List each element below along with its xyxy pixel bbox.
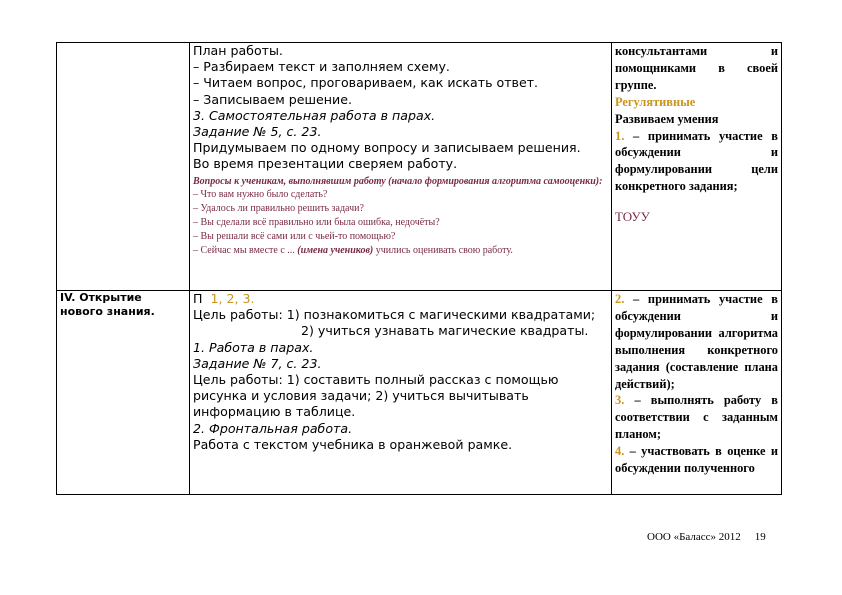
questions-heading: Вопросы к ученикам, выполнявшим работу (начало формирования алгоритма самооценки):: [193, 175, 603, 187]
page-footer: [647, 531, 766, 543]
task-reference: Задание № 5, с. 23.: [193, 124, 322, 140]
goal-text: 2) учиться узнавать магические квадраты.: [301, 323, 589, 339]
task-reference: Задание № 7, с. 23.: [193, 355, 322, 371]
question-suffix: учились оценивать свою работу.: [375, 244, 513, 256]
p-numbers: 1, 2, 3.: [210, 291, 255, 306]
uud-item: [615, 291, 778, 392]
plan-step: – Читаем вопрос, проговариваем, как искать ответ.: [193, 75, 539, 91]
activity-cell: [190, 291, 612, 495]
table-row: [57, 43, 782, 291]
stage-cell: [57, 291, 190, 495]
uud-item: [615, 443, 778, 477]
list-item: [193, 244, 608, 258]
work-plan: [193, 43, 608, 173]
goal-text: Цель работы: 1) составить полный рассказ с помощью рисунка и условия задачи; 2) учиться вычитывать информацию в таблице.: [193, 372, 559, 420]
task-text: Придумываем по одному вопросу и записываем решения.: [193, 140, 581, 156]
item-number: 4.: [615, 444, 625, 459]
plan-step: – Записываем решение.: [193, 91, 352, 107]
item-number: 1.: [615, 128, 625, 143]
plan-step: – Разбираем текст и заполняем схему.: [193, 59, 450, 75]
page-number: 19: [754, 531, 766, 543]
question-prefix: – Сейчас мы вместе с ...: [193, 244, 295, 256]
uud-subheading: Развиваем умения: [615, 111, 719, 126]
task-title: 2. Фронтальная работа.: [193, 420, 353, 436]
task-text: Работа с текстом учебника в оранжевой рамке.: [193, 436, 513, 452]
list-item: – Вы сделали всё правильно или была ошибка, недочёты?: [193, 216, 440, 228]
uud-text: [615, 291, 778, 477]
item-text: – выполнять работу в соответствии с заданным планом;: [615, 393, 778, 442]
lesson-table: [56, 42, 782, 495]
list-item: – Что вам нужно было сделать?: [193, 188, 328, 200]
uud-item: [615, 392, 778, 443]
toyy-label: ТОУУ: [615, 209, 650, 225]
uud-item: [615, 128, 778, 196]
p-label: П: [193, 291, 203, 306]
uud-text: [615, 43, 778, 226]
goal-text: Цель работы: 1) познакомиться с магическими квадратами;: [193, 307, 596, 323]
uud-cell: [612, 43, 782, 291]
presentation-text: Во время презентации сверяем работу.: [193, 156, 458, 172]
uud-cell: [612, 291, 782, 495]
uud-continuation: консультантами и помощниками в своей группе.: [615, 44, 778, 92]
item-text: – принимать участие в обсуждении и формулировании цели конкретного задания;: [615, 128, 778, 194]
item-number: 2.: [615, 292, 625, 306]
task-title: 3. Самостоятельная работа в парах.: [193, 107, 436, 123]
list-item: – Удалось ли правильно решить задачи?: [193, 202, 364, 214]
question-names: (имена учеников): [297, 244, 374, 256]
plan-title: План работы.: [193, 43, 283, 58]
item-number: 3.: [615, 393, 625, 408]
stage-title: IV. Открытие нового знания.: [60, 291, 155, 318]
publisher-label: ООО «Баласс» 2012: [647, 531, 741, 543]
p-line: [193, 291, 608, 307]
item-text: – участвовать в оценке и обсуждении полученного: [615, 444, 778, 476]
list-item: – Вы решали всё сами или с чьей-то помощью?: [193, 230, 396, 242]
activity-cell: [190, 43, 612, 291]
stage-cell-empty: [57, 43, 190, 291]
task-title: 1. Работа в парах.: [193, 339, 314, 355]
item-text: – принимать участие в обсуждении и формулировании алгоритма выполнения конкретного задания (составление плана действий);: [615, 292, 778, 391]
uud-heading: Регулятивные: [615, 94, 696, 109]
table-row: [57, 291, 782, 495]
question-list: [193, 188, 608, 258]
new-knowledge: [193, 291, 608, 453]
